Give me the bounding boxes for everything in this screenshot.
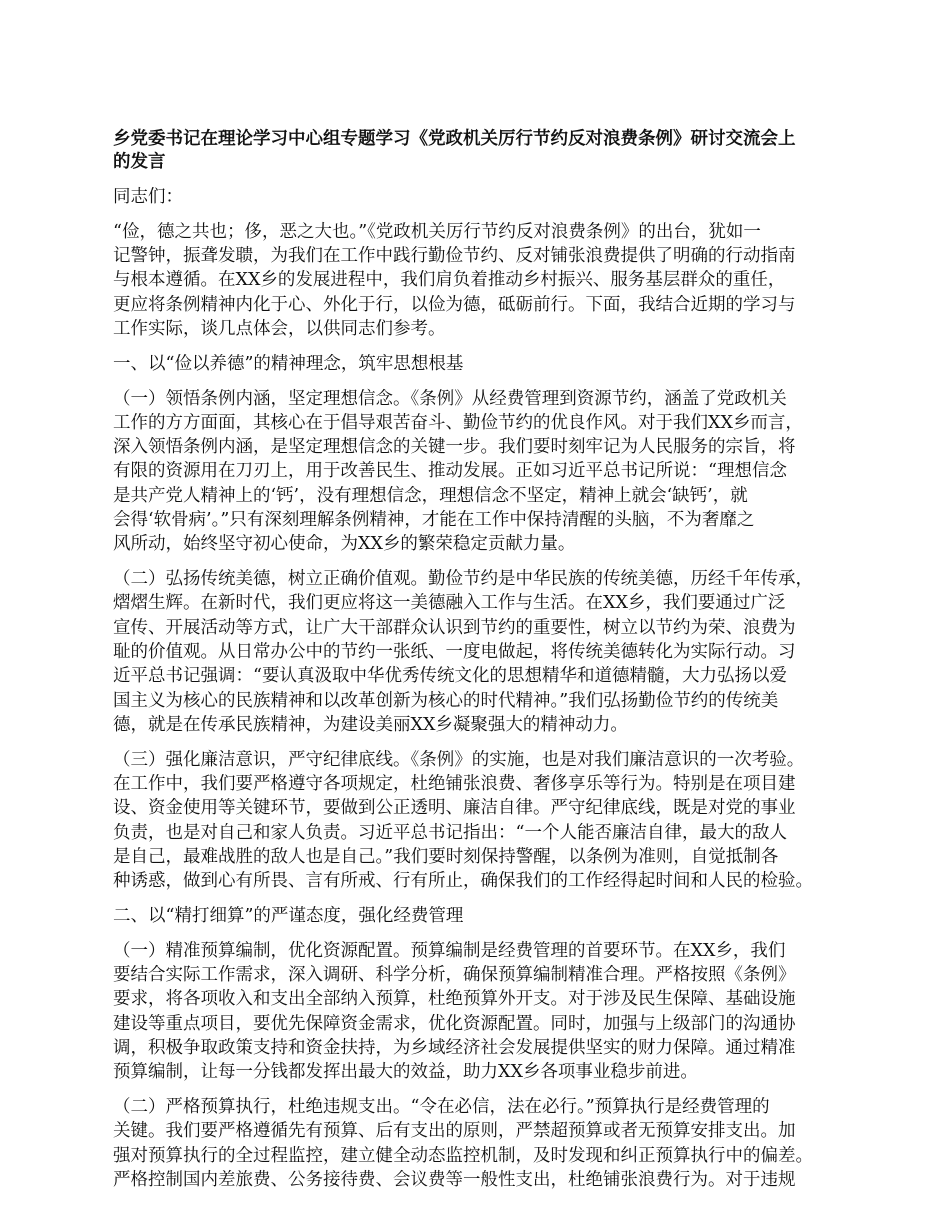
paragraph (113, 939, 853, 1085)
paragraph-line: （二）弘扬传统美德，树立正确价值观。勤俭节约是中华民族的传统美德，历经千年传承， (113, 569, 813, 590)
paragraph-line: （三）强化廉洁意识，严守纪律底线。《条例》的实施，也是对我们廉洁意识的一次考验。 (113, 749, 805, 770)
paragraph-line: 负责，也是对自己和家人负责。习近平总书记指出：“一个人能否廉洁自律，最大的敌人 (113, 822, 787, 843)
paragraph-line: 要求，将各项收入和支出全部纳入预算，杜绝预算外开支。对于涉及民生保障、基础设施 (113, 989, 796, 1010)
paragraph-line: 工作的方方面面，其核心在于倡导艰苦奋斗、勤俭节约的优良作风。对于我们XX乡而言， (113, 412, 803, 433)
paragraph (113, 352, 853, 376)
paragraph (113, 185, 853, 209)
paragraph-line: 强对预算执行的全过程监控，建立健全动态监控机制，及时发现和纠正预算执行中的偏差。 (113, 1145, 813, 1166)
document-page (113, 128, 853, 1203)
paragraph-line: 建设等重点项目，要优先保障资金需求，优化资源配置。同时，加强与上级部门的沟通协 (113, 1013, 796, 1034)
paragraph-line: 更应将条例精神内化于心、外化于行，以俭为德，砥砺前行。下面，我结合近期的学习与 (113, 294, 796, 315)
paragraph-line: 严格控制国内差旅费、公务接待费、会议费等一般性支出，杜绝铺张浪费行为。对于违规 (113, 1169, 796, 1190)
paragraph-line: 会得‘软骨病’。”只有深刻理解条例精神，才能在工作中保持清醒的头脑，不为奢靡之 (113, 510, 755, 531)
paragraph (113, 567, 853, 737)
paragraph-line: （二）严格预算执行，杜绝违规支出。“令在必信，法在必行。”预算执行是经费管理的 (113, 1097, 770, 1118)
paragraph-line: 德，就是在传承民族精神，为建设美丽XX乡凝聚强大的精神动力。 (113, 714, 628, 735)
document-body (113, 185, 853, 1192)
paragraph-line: 是共产党人精神上的‘钙’，没有理想信念，理想信念不坚定，精神上就会‘缺钙’，就 (113, 485, 748, 506)
paragraph-line: 熠熠生辉。在新时代，我们更应将这一美德融入工作与生活。在XX乡，我们要通过广泛 (113, 593, 786, 614)
document-title (113, 128, 853, 174)
paragraph-line: 工作实际，谈几点体会，以供同志们参考。 (113, 318, 446, 339)
paragraph-line: 预算编制，让每一分钱都发挥出最大的效益，助力XX乡各项事业稳步前进。 (113, 1062, 698, 1083)
paragraph-line: 一、以“俭以养德”的精神理念，筑牢思想根基 (113, 353, 464, 374)
paragraph-line: 在工作中，我们要严格遵守各项规定，杜绝铺张浪费、奢侈享乐等行为。特别是在项目建 (113, 774, 796, 795)
paragraph-line: 深入领悟条例内涵，是坚定理想信念的关键一步。我们要时刻牢记为人民服务的宗旨，将 (113, 437, 796, 458)
paragraph (113, 220, 853, 341)
paragraph (113, 748, 853, 894)
paragraph-line: 近平总书记强调：“要认真汲取中华优秀传统文化的思想精华和道德精髓，大力弘扬以爱 (113, 666, 787, 687)
paragraph-line: “俭，德之共也；侈，恶之大也。”《党政机关厉行节约反对浪费条例》的出台，犹如一 (113, 221, 761, 242)
paragraph-line: 记警钟，振聋发聩，为我们在工作中践行勤俭节约、反对铺张浪费提供了明确的行动指南 (113, 246, 796, 267)
paragraph-line: 耻的价值观。从日常办公中的节约一张纸、一度电做起，将传统美德转化为实际行动。习 (113, 642, 796, 663)
paragraph-line: 调，积极争取政策支持和资金扶持，为乡域经济社会发展提供坚实的财力保障。通过精准 (113, 1038, 796, 1058)
title-line: 乡党委书记在理论学习中心组专题学习《党政机关厉行节约反对浪费条例》研讨交流会上 (113, 129, 796, 149)
title-line: 的发言 (113, 152, 166, 172)
paragraph-line: （一）领悟条例内涵，坚定理想信念。《条例》从经费管理到资源节约，涵盖了党政机关 (113, 388, 787, 409)
paragraph (113, 387, 853, 557)
paragraph-line: （一）精准预算编制，优化资源配置。预算编制是经费管理的首要环节。在XX乡，我们 (113, 940, 786, 961)
paragraph-line: 同志们： (113, 187, 183, 207)
paragraph-line: 国主义为核心的民族精神和以改革创新为核心的时代精神。”我们弘扬勤俭节约的传统美 (113, 690, 779, 711)
paragraph-line: 二、以“精打细算”的严谨态度，强化经费管理 (113, 906, 464, 927)
paragraph-line: 设、资金使用等关键环节，要做到公正透明、廉洁自律。严守纪律底线，既是对党的事业 (113, 798, 796, 819)
paragraph-line: 有限的资源用在刀刃上，用于改善民生、推动发展。正如习近平总书记所说：“理想信念 (113, 461, 787, 482)
paragraph-line: 要结合实际工作需求，深入调研、科学分析，确保预算编制精准合理。严格按照《条例》 (113, 965, 796, 986)
paragraph-line: 是自己，最难战胜的敌人也是自己。”我们要时刻保持警醒，以条例为准则，自觉抵制各 (113, 846, 779, 867)
paragraph-line: 种诱惑，做到心有所畏、言有所戒、行有所止，确保我们的工作经得起时间和人民的检验。 (113, 871, 813, 892)
paragraph-line: 与根本遵循。在XX乡的发展进程中，我们肩负着推动乡村振兴、服务基层群众的重任， (113, 270, 786, 291)
paragraph (113, 904, 853, 928)
paragraph (113, 1095, 853, 1192)
paragraph-line: 宣传、开展活动等方式，让广大干部群众认识到节约的重要性，树立以节约为荣、浪费为 (113, 617, 796, 638)
paragraph-line: 关键。我们要严格遵循先有预算、后有支出的原则，严禁超预算或者无预算安排支出。加 (113, 1121, 796, 1142)
paragraph-line: 风所动，始终坚守初心使命，为XX乡的繁荣稳定贡献力量。 (113, 534, 576, 555)
